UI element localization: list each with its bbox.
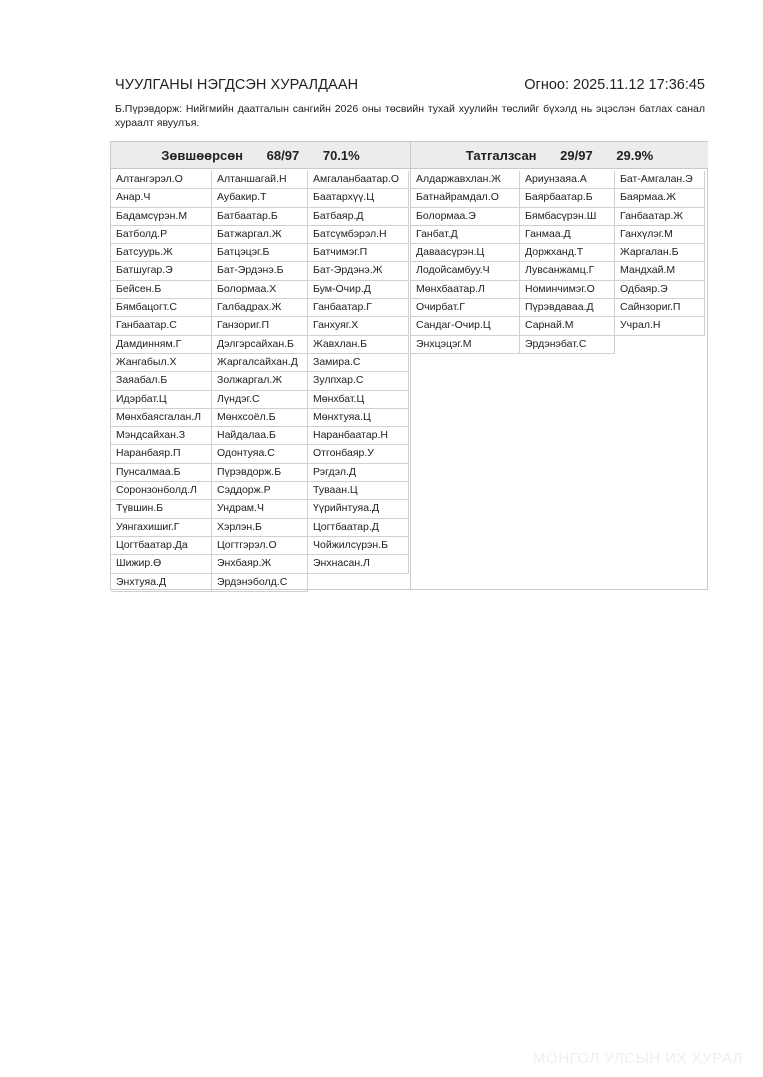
- member-name: Энхцэцэг.М: [411, 336, 520, 354]
- member-name: Болормаа.Э: [411, 208, 520, 226]
- member-name: Ганбаатар.Г: [308, 299, 409, 317]
- member-name: Пунсалмаа.Б: [111, 464, 212, 482]
- abstain-summary: [411, 142, 708, 169]
- member-name: Ганбат.Д: [411, 226, 520, 244]
- vote-topic: Б.Пүрэвдорж: Нийгмийн даатгалын сангийн 2026 оны төсвийн тухай хуулийн төслийг бүхэлд нь эцэслэн батлах санал хураалт явуулъя.: [115, 103, 705, 129]
- member-name: Бадамсүрэн.М: [111, 208, 212, 226]
- member-name: Алдаржавхлан.Ж: [411, 171, 520, 189]
- member-name: Шижир.Ө: [111, 555, 212, 573]
- member-name: Батцэцэг.Б: [212, 244, 308, 262]
- member-name: Доржханд.Т: [520, 244, 615, 262]
- member-name: Жаргалан.Б: [615, 244, 705, 262]
- member-name: Жаргалсайхан.Д: [212, 354, 308, 372]
- member-name: Бат-Эрдэнэ.Ж: [308, 262, 409, 280]
- member-name: Энхбаяр.Ж: [212, 555, 308, 573]
- member-name: Цогтбаатар.Да: [111, 537, 212, 555]
- member-name: Батжаргал.Ж: [212, 226, 308, 244]
- member-name: Отгонбаяр.У: [308, 445, 409, 463]
- abstain-names-grid: [411, 169, 708, 354]
- member-name: Бямбасүрэн.Ш: [520, 208, 615, 226]
- member-name: Дамдинням.Г: [111, 336, 212, 354]
- member-name: Заяабал.Б: [111, 372, 212, 390]
- member-name: Рэгдэл.Д: [308, 464, 409, 482]
- member-name: Мөнхбаатар.Л: [411, 281, 520, 299]
- member-name: Мэндсайхан.З: [111, 427, 212, 445]
- member-name: Мөнхбаясгалан.Л: [111, 409, 212, 427]
- member-name: Бум-Очир.Д: [308, 281, 409, 299]
- member-name: Батсүмбэрэл.Н: [308, 226, 409, 244]
- member-name: Эрдэнэболд.С: [212, 574, 308, 592]
- member-name: Энхтуяа.Д: [111, 574, 212, 592]
- member-name: Уянгахишиг.Г: [111, 519, 212, 537]
- member-name: Дэлгэрсайхан.Б: [212, 336, 308, 354]
- member-name: Лувсанжамц.Г: [520, 262, 615, 280]
- member-name: Ганхүлэг.М: [615, 226, 705, 244]
- session-date: Огноо: 2025.11.12 17:36:45: [524, 77, 705, 93]
- member-name: Баярбаатар.Б: [520, 189, 615, 207]
- approve-names-grid: [111, 169, 410, 592]
- abstain-percent: 29.9%: [616, 148, 654, 163]
- member-name: Галбадрах.Ж: [212, 299, 308, 317]
- member-name: Ундрам.Ч: [212, 500, 308, 518]
- member-name: Лодойсамбуу.Ч: [411, 262, 520, 280]
- member-name: Наранбаатар.Н: [308, 427, 409, 445]
- member-name: Энхнасан.Л: [308, 555, 409, 573]
- member-name: Цогтбаатар.Д: [308, 519, 409, 537]
- approve-count: 68/97: [266, 148, 300, 163]
- member-name: Баярмаа.Ж: [615, 189, 705, 207]
- member-name: Түвшин.Б: [111, 500, 212, 518]
- member-name: Батбаяр.Д: [308, 208, 409, 226]
- member-name: Сарнай.М: [520, 317, 615, 335]
- member-name: Мөнхтуяа.Ц: [308, 409, 409, 427]
- member-name: Пүрэвдаваа.Д: [520, 299, 615, 317]
- member-name: Сэддорж.Р: [212, 482, 308, 500]
- approve-percent: 70.1%: [322, 148, 360, 163]
- member-name: Учрал.Н: [615, 317, 705, 335]
- member-name: Ганбаатар.Ж: [615, 208, 705, 226]
- watermark-text: МОНГОЛ УЛСЫН ИХ ХУРАЛ: [533, 1050, 743, 1067]
- member-name: Бямбацогт.С: [111, 299, 212, 317]
- member-name: Батнайрамдал.О: [411, 189, 520, 207]
- member-name: Батболд.Р: [111, 226, 212, 244]
- member-name: Анар.Ч: [111, 189, 212, 207]
- member-name: Болормаа.Х: [212, 281, 308, 299]
- member-name: Алтангэрэл.О: [111, 171, 212, 189]
- member-name: Лүндэг.С: [212, 391, 308, 409]
- member-name: Мөнхбат.Ц: [308, 391, 409, 409]
- member-name: Батбаатар.Б: [212, 208, 308, 226]
- member-name: Номинчимэг.О: [520, 281, 615, 299]
- member-name: Наранбаяр.П: [111, 445, 212, 463]
- member-name: Бат-Амгалан.Э: [615, 171, 705, 189]
- member-name: Замира.С: [308, 354, 409, 372]
- vote-results-table: [110, 141, 708, 590]
- member-name: Пүрэвдорж.Б: [212, 464, 308, 482]
- member-name: Мандхай.М: [615, 262, 705, 280]
- abstain-label: Татгалзсан: [465, 148, 537, 163]
- member-name: Батчимэг.П: [308, 244, 409, 262]
- session-title: ЧУУЛГАНЫ НЭГДСЭН ХУРАЛДААН: [115, 77, 359, 93]
- member-name: Туваан.Ц: [308, 482, 409, 500]
- member-name: Найдалаа.Б: [212, 427, 308, 445]
- member-name: Одонтуяа.С: [212, 445, 308, 463]
- member-name: Баатархүү.Ц: [308, 189, 409, 207]
- member-name: Жавхлан.Б: [308, 336, 409, 354]
- member-name: Батсуурь.Ж: [111, 244, 212, 262]
- member-name: Даваасүрэн.Ц: [411, 244, 520, 262]
- member-name: Зулпхар.С: [308, 372, 409, 390]
- member-name: Мөнхсоёл.Б: [212, 409, 308, 427]
- member-name: Ганхуяг.Х: [308, 317, 409, 335]
- member-name: Сандаг-Очир.Ц: [411, 317, 520, 335]
- member-name: Бейсен.Б: [111, 281, 212, 299]
- member-name: Батшугар.Э: [111, 262, 212, 280]
- abstain-count: 29/97: [560, 148, 593, 163]
- page-header: [115, 77, 705, 95]
- member-name: Ганзориг.П: [212, 317, 308, 335]
- member-name: Ариунзаяа.А: [520, 171, 615, 189]
- member-name: Аубакир.Т: [212, 189, 308, 207]
- member-name: Идэрбат.Ц: [111, 391, 212, 409]
- member-name: Бат-Эрдэнэ.Б: [212, 262, 308, 280]
- member-name: Чойжилсүрэн.Б: [308, 537, 409, 555]
- member-name: Сайнзориг.П: [615, 299, 705, 317]
- member-name: Амгаланбаатар.О: [308, 171, 409, 189]
- approve-label: Зөвшөөрсөн: [161, 148, 244, 163]
- member-name: Ганмаа.Д: [520, 226, 615, 244]
- member-name: Очирбат.Г: [411, 299, 520, 317]
- member-name: Хэрлэн.Б: [212, 519, 308, 537]
- approve-summary: [111, 142, 410, 169]
- member-name: Жангабыл.Х: [111, 354, 212, 372]
- member-name: Цогтгэрэл.О: [212, 537, 308, 555]
- member-name: Соронзонболд.Л: [111, 482, 212, 500]
- member-name: Одбаяр.Э: [615, 281, 705, 299]
- approve-section: [111, 142, 411, 589]
- member-name: Үүрийнтуяа.Д: [308, 500, 409, 518]
- member-name: Ганбаатар.С: [111, 317, 212, 335]
- member-name: Золжаргал.Ж: [212, 372, 308, 390]
- member-name: Эрдэнэбат.С: [520, 336, 615, 354]
- abstain-section: [411, 142, 708, 589]
- member-name: Алтаншагай.Н: [212, 171, 308, 189]
